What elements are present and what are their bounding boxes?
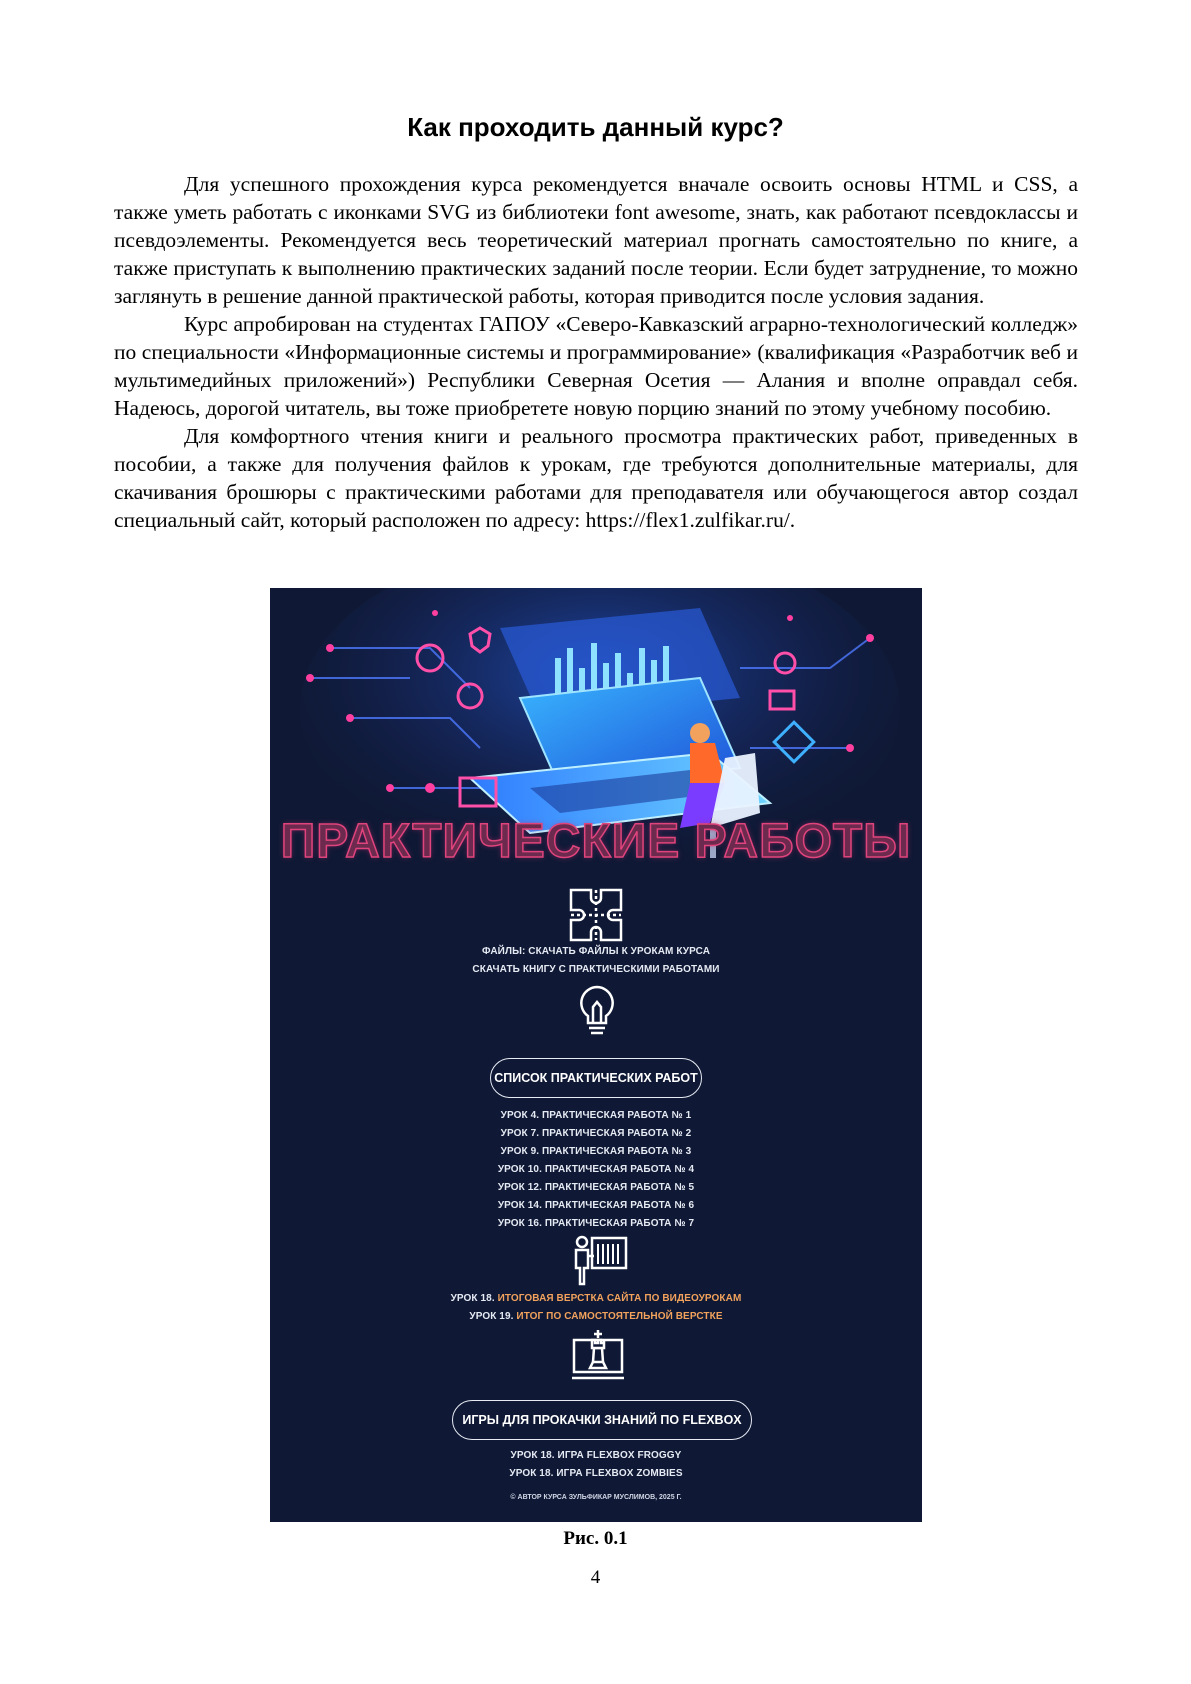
download-book-link[interactable]: СКАЧАТЬ КНИГУ С ПРАКТИЧЕСКИМИ РАБОТАМИ <box>472 964 720 975</box>
final-link-text[interactable]: ИТОГОВАЯ ВЕРСТКА САЙТА ПО ВИДЕОУРОКАМ <box>497 1293 742 1304</box>
files-link[interactable]: ФАЙЛЫ: СКАЧАТЬ ФАЙЛЫ К УРОКАМ КУРСА <box>481 946 711 957</box>
game-link[interactable]: УРОК 18. ИГРА FLEXBOX FROGGY <box>510 1450 682 1461</box>
practical-link[interactable]: УРОК 12. ПРАКТИЧЕСКАЯ РАБОТА № 5 <box>497 1182 695 1193</box>
figure-caption: Рис. 0.1 <box>563 1528 628 1549</box>
practical-link[interactable]: УРОК 9. ПРАКТИЧЕСКАЯ РАБОТА № 3 <box>500 1146 692 1157</box>
final-link-prefix: УРОК 18. <box>450 1293 495 1304</box>
page-title: Как проходить данный курс? <box>407 112 784 142</box>
body-text <box>114 170 1078 534</box>
figure-screenshot <box>270 588 922 1522</box>
final-link[interactable] <box>270 1293 922 1304</box>
chess-monitor-icon <box>570 1328 626 1384</box>
lightbulb-icon <box>576 983 618 1039</box>
paragraph: Для комфортного чтения книги и реального просмотра практических работ, приведенных в пособии, а также для получения файлов к урокам, где требуются дополнительные материалы, для скачивания брошюры с практическими работами для преподавателя или обучающегося автор создал специальный сайт, который расположен по адресу: https://flex1.zulfikar.ru/. <box>114 424 1078 532</box>
presentation-icon <box>572 1234 628 1286</box>
puzzle-icon <box>567 886 625 944</box>
final-link[interactable] <box>270 1311 922 1322</box>
page-number: 4 <box>590 1567 601 1588</box>
practical-link[interactable]: УРОК 16. ПРАКТИЧЕСКАЯ РАБОТА № 7 <box>497 1218 695 1229</box>
practical-link[interactable]: УРОК 7. ПРАКТИЧЕСКАЯ РАБОТА № 2 <box>500 1128 692 1139</box>
final-link-prefix: УРОК 19. <box>469 1311 514 1322</box>
final-link-text[interactable]: ИТОГ ПО САМОСТОЯТЕЛЬНОЙ ВЕРСТКЕ <box>516 1311 723 1322</box>
flexbox-games-button[interactable]: ИГРЫ ДЛЯ ПРОКАЧКИ ЗНАНИЙ ПО FLEXBOX <box>452 1400 752 1440</box>
practical-link[interactable]: УРОК 14. ПРАКТИЧЕСКАЯ РАБОТА № 6 <box>497 1200 695 1211</box>
paragraph: Для успешного прохождения курса рекомендуется вначале освоить основы HTML и CSS, а также уметь работать с иконками SVG из библиотеки font awesome, знать, как работают псевдоклассы и псевдоэлементы. Рекомендуется весь теоретический материал прогнать самостоятельно по книге, а также приступать к выполнению практических заданий после теории. Если будет затруднение, то можно заглянуть в решение данной практической работы, которая приводится после условия задания. <box>114 172 1078 308</box>
practical-link[interactable]: УРОК 4. ПРАКТИЧЕСКАЯ РАБОТА № 1 <box>500 1110 692 1121</box>
paragraph: Курс апробирован на студентах ГАПОУ «Северо-Кавказский аграрно-технологический колледж» по специальности «Информационные системы и программирование» (квалификация «Разработчик веб и мультимедийных приложений») Республики Северная Осетия — Алания и вполне оправдал себя. Надеюсь, дорогой читатель, вы тоже приобретете новую порцию знаний по этому учебному пособию. <box>114 312 1078 420</box>
banner-title: ПРАКТИЧЕСКИЕ РАБОТЫ <box>280 815 912 868</box>
game-link[interactable]: УРОК 18. ИГРА FLEXBOX ZOMBIES <box>509 1468 683 1479</box>
copyright: © АВТОР КУРСА ЗУЛЬФИКАР МУСЛИМОВ, 2025 Г. <box>510 1494 682 1501</box>
practical-list-button[interactable]: СПИСОК ПРАКТИЧЕСКИХ РАБОТ <box>490 1058 702 1098</box>
practical-link[interactable]: УРОК 10. ПРАКТИЧЕСКАЯ РАБОТА № 4 <box>497 1164 695 1175</box>
